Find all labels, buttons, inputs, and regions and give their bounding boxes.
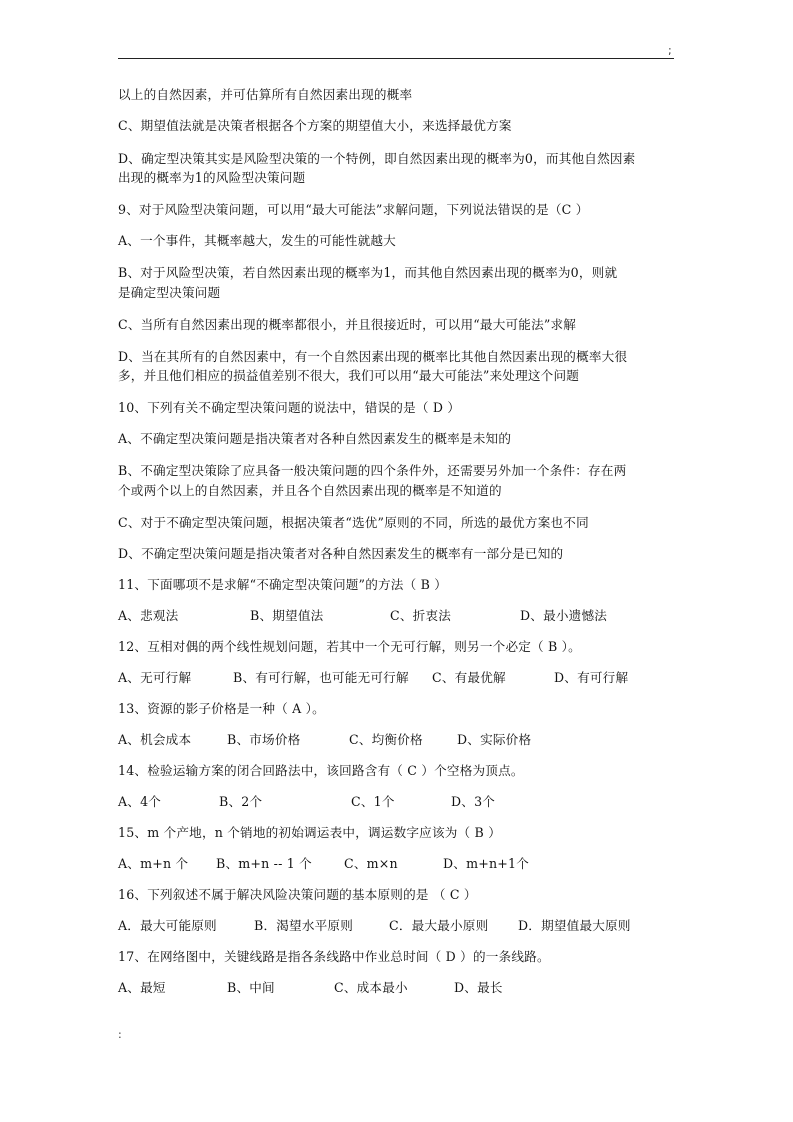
text-line: D、不确定型决策问题是指决策者对各种自然因素发生的概率有一部分是已知的	[118, 546, 564, 561]
option-b: B、有可行解，也可能无可行解	[233, 670, 409, 685]
text-line: 是确定型决策问题	[118, 285, 221, 300]
option-b: B、2个	[219, 794, 263, 809]
text-line: 以上的自然因素，并可估算所有自然因素出现的概率	[118, 87, 413, 102]
text-line: C、当所有自然因素出现的概率都很小，并且很接近时，可以用“最大可能法”求解	[118, 317, 577, 332]
option-b: B、期望值法	[250, 608, 324, 623]
option-a: A、悲观法	[118, 608, 179, 623]
text-line: 出现的概率为1的风险型决策问题	[118, 170, 306, 185]
text-line: D、确定型决策其实是风险型决策的一个特例，即自然因素出现的概率为0，而其他自然因素	[118, 151, 636, 166]
option-c: C、m×n	[344, 856, 398, 871]
text-line: B、对于风险型决策，若自然因素出现的概率为1，而其他自然因素出现的概率为0，则就	[118, 265, 618, 280]
question-11: 11、下面哪项不是求解“不确定型决策问题”的方法（ B ）	[118, 577, 448, 592]
text-line: 个或两个以上的自然因素，并且各个自然因素出现的概率是不知道的	[118, 483, 502, 498]
option-d: D、m+n+1个	[443, 856, 530, 871]
footer-mark: :	[118, 1028, 122, 1041]
option-c: C．最大最小原则	[389, 918, 489, 933]
question-14: 14、检验运输方案的闭合回路法中，该回路含有（ C ）个空格为顶点。	[118, 763, 524, 778]
option-b: B、中间	[227, 980, 275, 995]
question-13: 13、资源的影子价格是一种（ A ）。	[118, 701, 325, 716]
header-mark: ;	[668, 44, 672, 57]
option-d: D．期望值最大原则	[518, 918, 631, 933]
option-d: D、最长	[454, 980, 503, 995]
text-line: A、一个事件，其概率越大，发生的可能性就越大	[118, 233, 396, 248]
option-b: B．渴望水平原则	[254, 918, 354, 933]
question-9: 9、对于风险型决策问题，可以用“最大可能法”求解问题，下列说法错误的是（C ）	[118, 202, 589, 217]
option-c: C、均衡价格	[349, 732, 423, 747]
option-d: D、有可行解	[554, 670, 629, 685]
option-a: A．最大可能原则	[118, 918, 217, 933]
option-c: C、折衷法	[390, 608, 452, 623]
question-15: 15、m 个产地，n 个销地的初始调运表中，调运数字应该为（ B ）	[118, 825, 501, 840]
option-b: B、市场价格	[227, 732, 301, 747]
option-c: C、成本最小	[334, 980, 408, 995]
text-line: A、不确定型决策问题是指决策者对各种自然因素发生的概率是未知的	[118, 431, 512, 446]
question-10: 10、下列有关不确定型决策问题的说法中，错误的是（ D ）	[118, 400, 461, 415]
option-d: D、最小遗憾法	[520, 608, 608, 623]
option-a: A、m+n 个	[118, 856, 189, 871]
question-17: 17、在网络图中，关键线路是指各条线路中作业总时间（ D ）的一条线路。	[118, 949, 550, 964]
option-a: A、最短	[118, 980, 166, 995]
header-rule	[118, 58, 674, 59]
text-line: D、当在其所有的自然因素中，有一个自然因素出现的概率比其他自然因素出现的概率大很	[118, 349, 628, 364]
option-c: C、1个	[351, 794, 395, 809]
question-16: 16、下列叙述不属于解决风险决策问题的基本原则的是 （ C ）	[118, 887, 477, 902]
option-a: A、机会成本	[118, 732, 192, 747]
text-line: C、对于不确定型决策问题，根据决策者“选优”原则的不同，所选的最优方案也不同	[118, 515, 589, 530]
option-a: A、4个	[118, 794, 162, 809]
option-b: B、m+n -- 1 个	[216, 856, 312, 871]
option-d: D、实际价格	[457, 732, 532, 747]
option-a: A、无可行解	[118, 670, 192, 685]
option-d: D、3个	[451, 794, 496, 809]
text-line: C、期望值法就是决策者根据各个方案的期望值大小，来选择最优方案	[118, 118, 512, 133]
question-12: 12、互相对偶的两个线性规划问题，若其中一个无可行解，则另一个必定（ B ）。	[118, 639, 581, 654]
option-c: C、有最优解	[432, 670, 506, 685]
text-line: 多，并且他们相应的损益值差别不很大，我们可以用“最大可能法”来处理这个问题	[118, 368, 580, 383]
text-line: B、不确定型决策除了应具备一般决策问题的四个条件外，还需要另外加一个条件：存在两	[118, 463, 627, 478]
